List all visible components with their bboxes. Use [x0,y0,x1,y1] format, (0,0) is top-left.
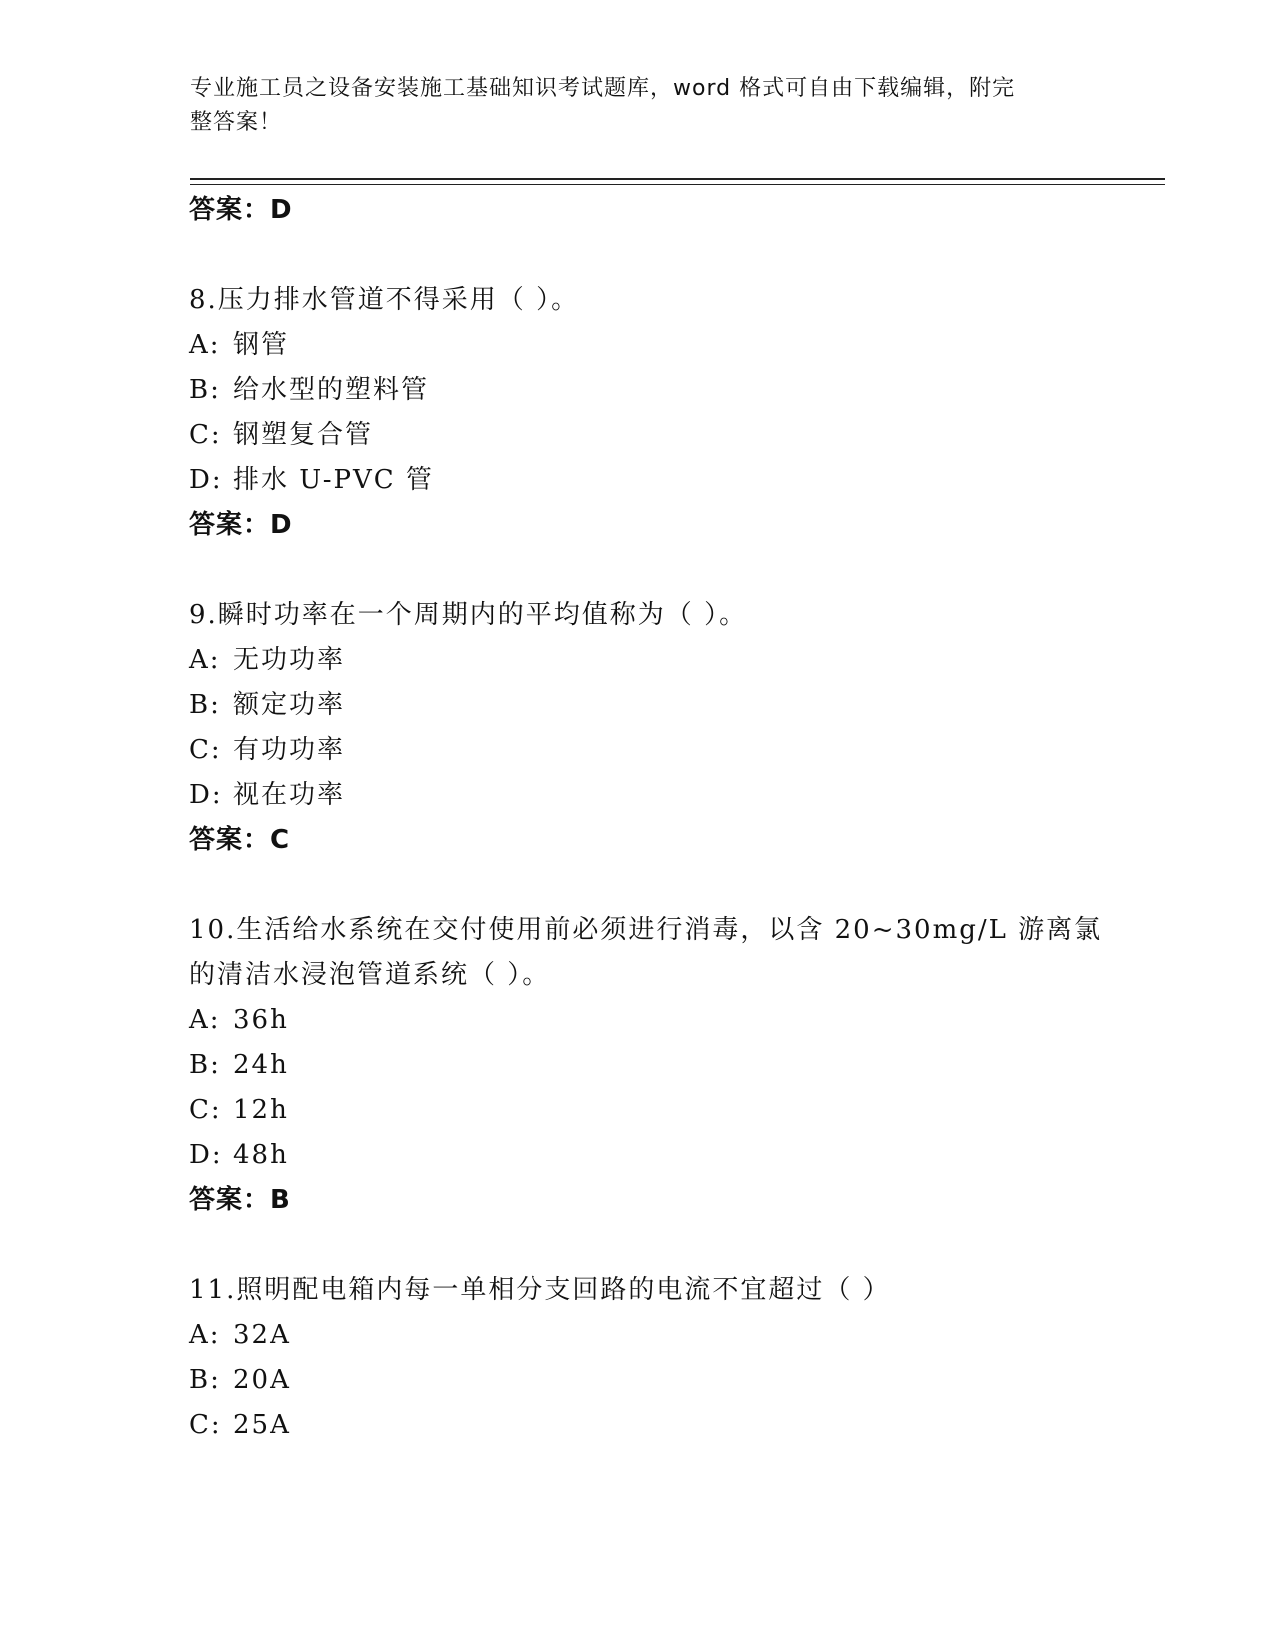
question-10-stem-line-1: 10.生活给水系统在交付使用前必须进行消毒，以含 20~30mg/L 游离氯 [189,915,1103,945]
option-label: A: [189,1005,221,1035]
option-text: 48h [233,1140,289,1170]
question-8-option-a [189,330,289,360]
question-10-option-b [189,1050,289,1080]
question-11-option-a [189,1320,291,1350]
option-text: 24h [233,1050,289,1080]
option-text: 钢塑复合管 [233,420,374,450]
question-11-option-b [189,1365,291,1395]
option-label: C: [189,735,222,765]
option-text: 给水型的塑料管 [233,375,430,405]
option-label: D: [189,1140,223,1170]
option-text: 额定功率 [233,690,346,720]
question-8-option-b [189,375,429,405]
option-text: 12h [233,1095,289,1125]
document-header [190,72,1070,140]
header-line-1: 专业施工员之设备安装施工基础知识考试题库，word 格式可自由下载编辑，附完 [190,76,1016,101]
option-label: B: [189,1050,221,1080]
header-line-2: 整答案！ [190,110,283,135]
header-rule-thin [190,184,1165,185]
question-8-stem: 8.压力排水管道不得采用（ ）。 [189,285,580,315]
option-text: 排水 U-PVC 管 [233,465,434,495]
option-text: 有功功率 [233,735,346,765]
option-label: C: [189,1095,222,1125]
option-label: B: [189,375,221,405]
option-text: 无功功率 [233,645,346,675]
option-label: B: [189,1365,221,1395]
option-label: B: [189,690,221,720]
option-text: 25A [233,1410,291,1440]
option-label: A: [189,645,221,675]
answer-q10: 答案：B [189,1185,291,1215]
option-label: A: [189,330,221,360]
question-10-stem-line-2: 的清洁水浸泡管道系统（ ）。 [189,960,551,990]
question-8-option-c [189,420,373,450]
option-label: A: [189,1320,221,1350]
question-11-stem: 11.照明配电箱内每一单相分支回路的电流不宜超过（ ） [189,1275,891,1305]
question-9-option-d [189,780,345,810]
answer-q9: 答案：C [189,825,291,855]
question-10-option-a [189,1005,289,1035]
option-label: C: [189,1410,222,1440]
answer-q8: 答案：D [189,510,293,540]
question-10-option-c [189,1095,289,1125]
option-text: 32A [233,1320,291,1350]
question-9-stem: 9.瞬时功率在一个周期内的平均值称为（ ）。 [189,600,748,630]
question-9-option-c [189,735,345,765]
option-label: D: [189,465,223,495]
question-8-option-d [189,465,434,495]
option-text: 36h [233,1005,289,1035]
option-text: 20A [233,1365,291,1395]
question-11-option-c [189,1410,291,1440]
header-rule-thick [190,178,1165,180]
question-10-option-d [189,1140,289,1170]
question-9-option-b [189,690,345,720]
option-label: D: [189,780,223,810]
option-text: 视在功率 [233,780,346,810]
question-9-option-a [189,645,345,675]
option-label: C: [189,420,222,450]
option-text: 钢管 [233,330,290,360]
answer-q7: 答案：D [189,195,293,225]
